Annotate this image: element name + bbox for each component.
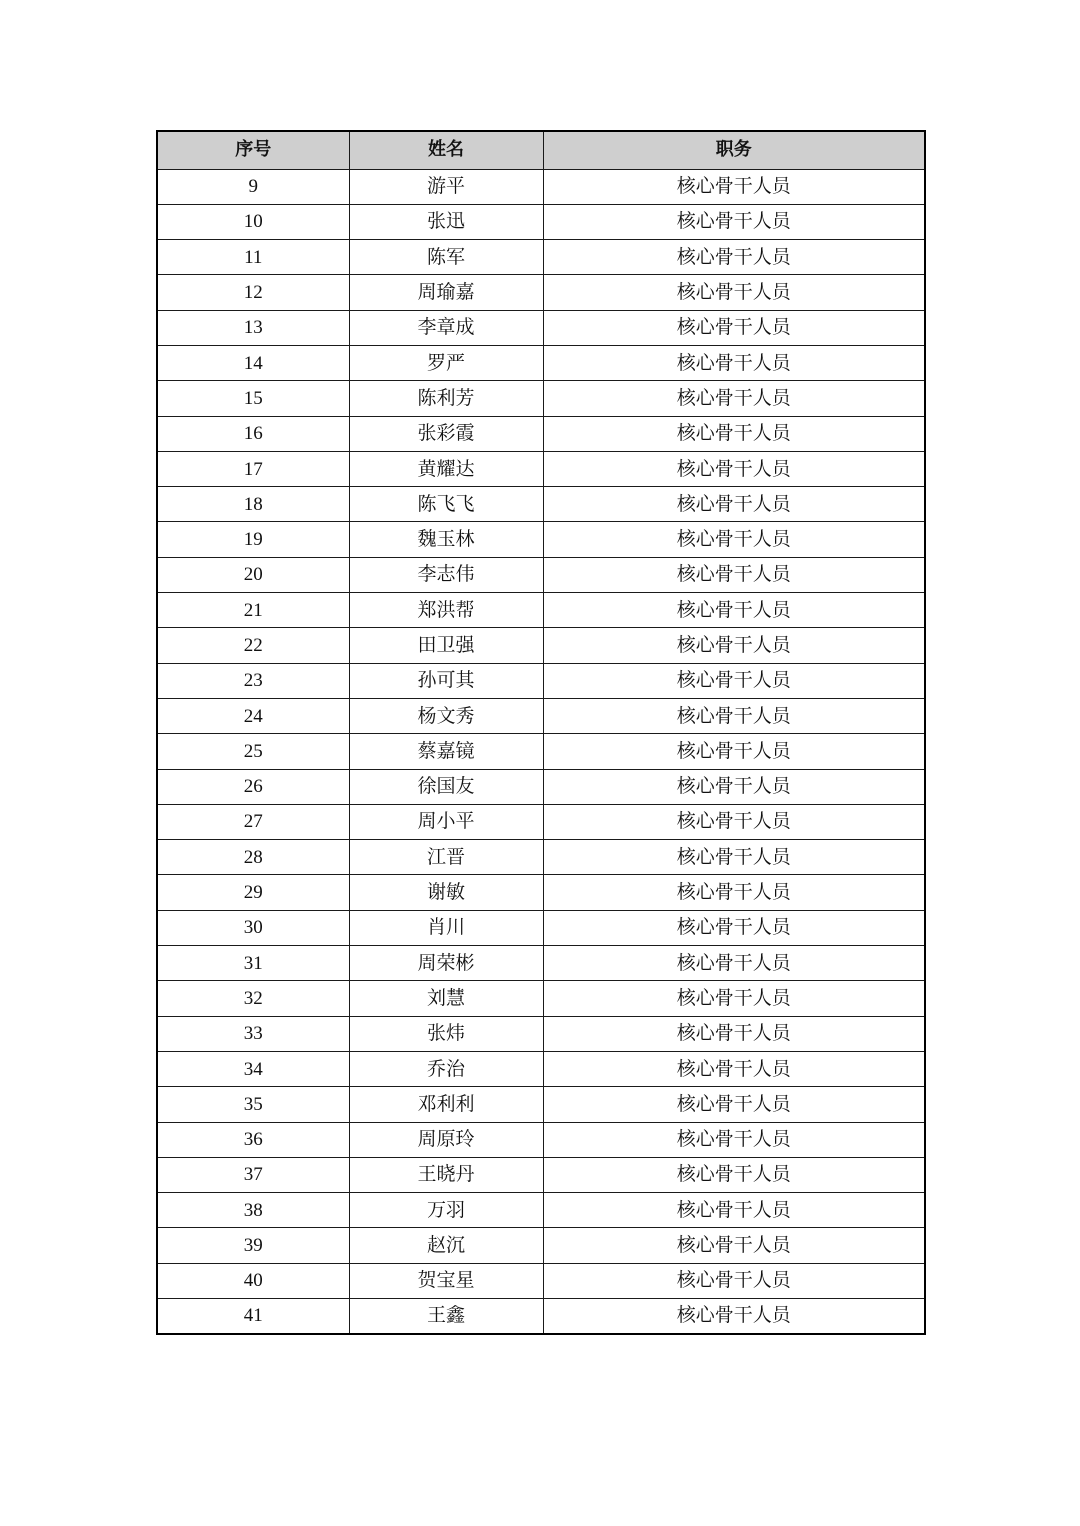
table-row [157, 628, 925, 663]
cell-name: 游平 [349, 169, 543, 204]
table-row [157, 875, 925, 910]
header-position: 职务 [543, 131, 925, 169]
cell-serial-number: 37 [157, 1157, 349, 1192]
cell-serial-number: 12 [157, 275, 349, 310]
cell-position: 核心骨干人员 [543, 240, 925, 275]
cell-name: 孙可其 [349, 663, 543, 698]
cell-position: 核心骨干人员 [543, 1157, 925, 1192]
cell-name: 江晋 [349, 840, 543, 875]
table-row [157, 698, 925, 733]
cell-position: 核心骨干人员 [543, 734, 925, 769]
cell-serial-number: 11 [157, 240, 349, 275]
cell-serial-number: 36 [157, 1122, 349, 1157]
cell-serial-number: 13 [157, 310, 349, 345]
cell-name: 张迅 [349, 204, 543, 239]
cell-name: 周荣彬 [349, 946, 543, 981]
cell-serial-number: 31 [157, 946, 349, 981]
cell-position: 核心骨干人员 [543, 451, 925, 486]
cell-position: 核心骨干人员 [543, 310, 925, 345]
cell-name: 李章成 [349, 310, 543, 345]
table-row [157, 381, 925, 416]
cell-position: 核心骨干人员 [543, 345, 925, 380]
cell-position: 核心骨干人员 [543, 522, 925, 557]
cell-position: 核心骨干人员 [543, 875, 925, 910]
table-row [157, 769, 925, 804]
table-body [157, 169, 925, 1334]
cell-serial-number: 14 [157, 345, 349, 380]
cell-position: 核心骨干人员 [543, 769, 925, 804]
table-row [157, 240, 925, 275]
cell-position: 核心骨干人员 [543, 840, 925, 875]
cell-name: 周小平 [349, 804, 543, 839]
cell-serial-number: 26 [157, 769, 349, 804]
cell-serial-number: 18 [157, 487, 349, 522]
cell-name: 黄耀达 [349, 451, 543, 486]
cell-name: 罗严 [349, 345, 543, 380]
table-row [157, 910, 925, 945]
cell-position: 核心骨干人员 [543, 557, 925, 592]
cell-position: 核心骨干人员 [543, 275, 925, 310]
personnel-table [156, 130, 926, 1335]
table-row [157, 1193, 925, 1228]
cell-position: 核心骨干人员 [543, 1087, 925, 1122]
cell-serial-number: 17 [157, 451, 349, 486]
cell-name: 陈利芳 [349, 381, 543, 416]
cell-position: 核心骨干人员 [543, 698, 925, 733]
cell-name: 万羽 [349, 1193, 543, 1228]
cell-serial-number: 28 [157, 840, 349, 875]
cell-position: 核心骨干人员 [543, 1193, 925, 1228]
cell-name: 贺宝星 [349, 1263, 543, 1298]
cell-serial-number: 21 [157, 593, 349, 628]
table-row [157, 345, 925, 380]
cell-name: 蔡嘉镜 [349, 734, 543, 769]
cell-serial-number: 16 [157, 416, 349, 451]
table-row [157, 1157, 925, 1192]
cell-position: 核心骨干人员 [543, 416, 925, 451]
cell-serial-number: 25 [157, 734, 349, 769]
cell-name: 乔治 [349, 1051, 543, 1086]
cell-serial-number: 20 [157, 557, 349, 592]
cell-position: 核心骨干人员 [543, 204, 925, 239]
cell-name: 邓利利 [349, 1087, 543, 1122]
table-row [157, 734, 925, 769]
cell-position: 核心骨干人员 [543, 381, 925, 416]
cell-position: 核心骨干人员 [543, 1016, 925, 1051]
table-row [157, 663, 925, 698]
cell-serial-number: 32 [157, 981, 349, 1016]
cell-name: 赵沉 [349, 1228, 543, 1263]
header-serial-number: 序号 [157, 131, 349, 169]
table-row [157, 981, 925, 1016]
cell-serial-number: 27 [157, 804, 349, 839]
cell-serial-number: 34 [157, 1051, 349, 1086]
table-row [157, 275, 925, 310]
header-row [157, 131, 925, 169]
cell-position: 核心骨干人员 [543, 169, 925, 204]
cell-position: 核心骨干人员 [543, 981, 925, 1016]
table-row [157, 1299, 925, 1334]
cell-serial-number: 39 [157, 1228, 349, 1263]
table-row [157, 557, 925, 592]
cell-serial-number: 40 [157, 1263, 349, 1298]
cell-name: 周原玲 [349, 1122, 543, 1157]
header-name: 姓名 [349, 131, 543, 169]
cell-serial-number: 10 [157, 204, 349, 239]
cell-position: 核心骨干人员 [543, 628, 925, 663]
table-row [157, 1263, 925, 1298]
table-row [157, 840, 925, 875]
cell-serial-number: 41 [157, 1299, 349, 1334]
cell-serial-number: 22 [157, 628, 349, 663]
table-row [157, 522, 925, 557]
cell-name: 肖川 [349, 910, 543, 945]
cell-position: 核心骨干人员 [543, 593, 925, 628]
cell-name: 陈飞飞 [349, 487, 543, 522]
table-row [157, 804, 925, 839]
table-row [157, 946, 925, 981]
cell-name: 刘慧 [349, 981, 543, 1016]
cell-name: 李志伟 [349, 557, 543, 592]
table-row [157, 1087, 925, 1122]
cell-name: 陈军 [349, 240, 543, 275]
cell-name: 谢敏 [349, 875, 543, 910]
cell-serial-number: 30 [157, 910, 349, 945]
cell-position: 核心骨干人员 [543, 1051, 925, 1086]
cell-name: 周瑜嘉 [349, 275, 543, 310]
table-header [157, 131, 925, 169]
cell-position: 核心骨干人员 [543, 1299, 925, 1334]
cell-position: 核心骨干人员 [543, 1122, 925, 1157]
cell-position: 核心骨干人员 [543, 804, 925, 839]
cell-position: 核心骨干人员 [543, 910, 925, 945]
cell-serial-number: 29 [157, 875, 349, 910]
cell-serial-number: 15 [157, 381, 349, 416]
cell-name: 张炜 [349, 1016, 543, 1051]
table-row [157, 310, 925, 345]
cell-name: 田卫强 [349, 628, 543, 663]
cell-serial-number: 35 [157, 1087, 349, 1122]
cell-position: 核心骨干人员 [543, 487, 925, 522]
cell-position: 核心骨干人员 [543, 1228, 925, 1263]
table-row [157, 593, 925, 628]
table-row [157, 1016, 925, 1051]
cell-name: 王晓丹 [349, 1157, 543, 1192]
table-row [157, 1051, 925, 1086]
cell-name: 张彩霞 [349, 416, 543, 451]
cell-name: 杨文秀 [349, 698, 543, 733]
cell-serial-number: 23 [157, 663, 349, 698]
cell-name: 徐国友 [349, 769, 543, 804]
table-row [157, 204, 925, 239]
cell-serial-number: 9 [157, 169, 349, 204]
personnel-table-container [156, 130, 924, 1335]
cell-position: 核心骨干人员 [543, 1263, 925, 1298]
cell-name: 魏玉林 [349, 522, 543, 557]
table-row [157, 487, 925, 522]
cell-name: 王鑫 [349, 1299, 543, 1334]
cell-position: 核心骨干人员 [543, 663, 925, 698]
table-row [157, 1122, 925, 1157]
cell-serial-number: 19 [157, 522, 349, 557]
cell-name: 郑洪帮 [349, 593, 543, 628]
table-row [157, 416, 925, 451]
cell-position: 核心骨干人员 [543, 946, 925, 981]
cell-serial-number: 38 [157, 1193, 349, 1228]
table-row [157, 451, 925, 486]
cell-serial-number: 33 [157, 1016, 349, 1051]
cell-serial-number: 24 [157, 698, 349, 733]
table-row [157, 1228, 925, 1263]
table-row [157, 169, 925, 204]
